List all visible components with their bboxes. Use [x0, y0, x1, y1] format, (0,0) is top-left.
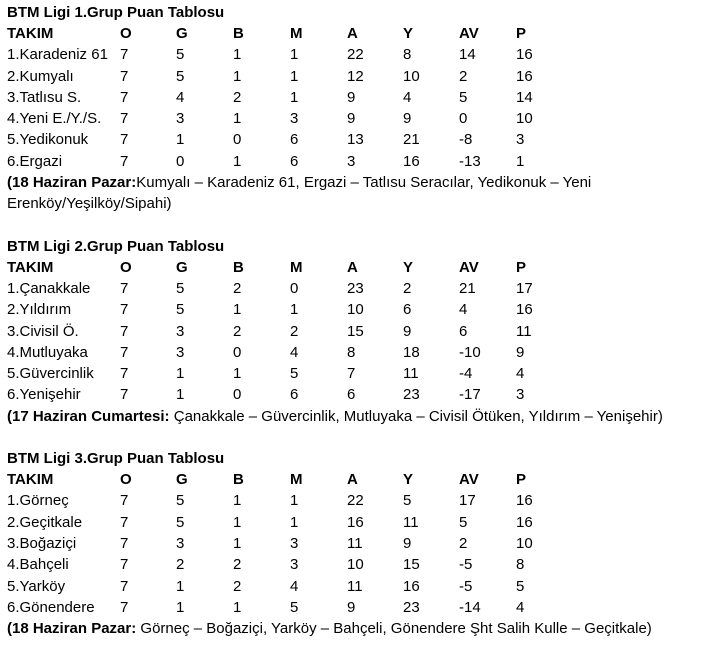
- header-cell: O: [120, 25, 132, 42]
- stat-cell: 1: [233, 301, 242, 319]
- table-row: [7, 384, 556, 405]
- stat-cell: 0: [233, 343, 242, 361]
- header-cell: AV: [459, 25, 479, 42]
- table-row: [7, 108, 556, 129]
- standings-table: [7, 23, 556, 172]
- stat-cell: 23: [347, 279, 364, 297]
- stat-cell: 9: [516, 343, 525, 361]
- stat-cell: 7: [120, 343, 129, 361]
- stat-cell: 2: [233, 577, 242, 595]
- stat-cell: 1: [233, 598, 242, 616]
- table-row: [7, 597, 556, 618]
- team-cell: 1.Çanakkale: [7, 279, 91, 297]
- team-cell: 2.Geçitkale: [7, 513, 83, 531]
- fixture-note-text: Görneç – Boğaziçi, Yarköy – Bahçeli, Gönendere Şht Salih Kulle – Geçitkale): [136, 620, 652, 638]
- stat-cell: 16: [516, 301, 533, 319]
- stat-cell: 9: [347, 88, 356, 106]
- stat-cell: 1: [516, 152, 525, 170]
- stat-cell: -14: [459, 598, 481, 616]
- stat-cell: 8: [516, 556, 525, 574]
- stat-cell: 1: [233, 513, 242, 531]
- stat-cell: 8: [403, 46, 412, 64]
- stat-cell: 1: [233, 365, 242, 383]
- table-row: [7, 321, 556, 342]
- stat-cell: 3: [176, 110, 185, 128]
- stat-cell: 1: [290, 492, 299, 510]
- header-cell: P: [516, 471, 527, 489]
- table-row: [7, 342, 556, 363]
- stat-cell: 6: [290, 386, 299, 404]
- stat-cell: 16: [403, 152, 420, 170]
- stat-cell: 7: [120, 88, 129, 106]
- standings-table: [7, 469, 556, 618]
- team-cell: 2.Kumyalı: [7, 67, 74, 85]
- stat-cell: 15: [347, 322, 364, 340]
- stat-cell: 7: [120, 152, 129, 170]
- stat-cell: 9: [347, 110, 356, 128]
- stat-cell: 23: [403, 598, 420, 616]
- stat-cell: 7: [120, 110, 129, 128]
- team-cell: 6.Yenişehir: [7, 386, 81, 404]
- stat-cell: 7: [120, 492, 129, 510]
- header-cell: M: [290, 258, 303, 276]
- stat-cell: 17: [516, 279, 533, 297]
- fixture-note-label: (18 Haziran Pazar:: [7, 174, 137, 192]
- team-cell: 5.Yarköy: [7, 577, 66, 595]
- stat-cell: 2: [233, 279, 242, 297]
- stat-cell: 0: [233, 386, 242, 404]
- table-row: [7, 278, 556, 299]
- stat-cell: 8: [347, 343, 356, 361]
- header-cell: Y: [403, 25, 414, 42]
- stat-cell: 11: [347, 534, 363, 552]
- table-header-row: [7, 257, 556, 278]
- table-row: [7, 299, 556, 320]
- group-3-standings: [7, 448, 712, 639]
- stat-cell: 21: [459, 279, 476, 297]
- stat-cell: 5: [516, 577, 525, 595]
- stat-cell: 18: [403, 343, 420, 361]
- stat-cell: 1: [233, 534, 242, 552]
- header-cell: O: [120, 258, 132, 276]
- stat-cell: 3: [176, 322, 185, 340]
- stat-cell: 0: [233, 131, 242, 149]
- team-cell: 3.Civisil Ö.: [7, 322, 79, 340]
- table-header-row: [7, 23, 556, 44]
- team-cell: 1.Karadeniz 61: [7, 46, 108, 64]
- stat-cell: 5: [459, 513, 468, 531]
- stat-cell: 6: [290, 152, 299, 170]
- team-cell: 6.Ergazi: [7, 152, 63, 170]
- stat-cell: 7: [120, 322, 129, 340]
- fixture-note: [7, 406, 707, 427]
- stat-cell: 1: [290, 513, 299, 531]
- fixture-note-text: Çanakkale – Güvercinlik, Mutluyaka – Civisil Ötüken, Yıldırım – Yenişehir): [169, 407, 663, 425]
- stat-cell: 2: [233, 88, 242, 106]
- stat-cell: 10: [403, 67, 420, 85]
- stat-cell: 4: [516, 598, 525, 616]
- stat-cell: 2: [459, 534, 468, 552]
- table-row: [7, 44, 556, 65]
- stat-cell: 7: [120, 513, 129, 531]
- stat-cell: 2: [403, 279, 412, 297]
- stat-cell: 3: [176, 534, 185, 552]
- stat-cell: 1: [176, 131, 185, 149]
- stat-cell: 7: [120, 301, 129, 319]
- table-row: [7, 129, 556, 150]
- stat-cell: 7: [120, 577, 129, 595]
- stat-cell: 7: [120, 67, 129, 85]
- stat-cell: 4: [459, 301, 468, 319]
- group-title: BTM Ligi 1.Grup Puan Tablosu: [7, 4, 225, 21]
- stat-cell: 5: [176, 279, 185, 297]
- stat-cell: 3: [290, 556, 299, 574]
- stat-cell: 3: [290, 534, 299, 552]
- header-cell: G: [176, 25, 188, 42]
- stat-cell: 0: [459, 110, 468, 128]
- stat-cell: 1: [176, 365, 185, 383]
- team-cell: 6.Gönendere: [7, 598, 95, 616]
- stat-cell: 7: [120, 131, 129, 149]
- stat-cell: 0: [176, 152, 185, 170]
- stat-cell: 1: [290, 67, 299, 85]
- stat-cell: 1: [290, 88, 299, 106]
- stat-cell: 13: [347, 131, 364, 149]
- table-row: [7, 87, 556, 108]
- team-cell: 5.Yedikonuk: [7, 131, 89, 149]
- header-cell: B: [233, 25, 244, 42]
- stat-cell: -17: [459, 386, 481, 404]
- stat-cell: 21: [403, 131, 420, 149]
- stat-cell: 23: [403, 386, 420, 404]
- fixture-note-text: Kumyalı – Karadeniz 61, Ergazi – Tatlısu Seracılar, Yedikonuk – Yeni Erenköy/Yeşilköy/Sipahi): [7, 174, 592, 213]
- stat-cell: 5: [176, 46, 185, 64]
- header-cell: P: [516, 25, 527, 42]
- stat-cell: 1: [233, 492, 242, 510]
- stat-cell: 10: [347, 301, 364, 319]
- stat-cell: 1: [233, 110, 242, 128]
- team-cell: 4.Yeni E./Y./S.: [7, 110, 102, 128]
- stat-cell: 4: [403, 88, 412, 106]
- stat-cell: 9: [403, 534, 412, 552]
- stat-cell: 4: [516, 365, 525, 383]
- stat-cell: 2: [459, 67, 468, 85]
- stat-cell: 5: [403, 492, 412, 510]
- header-cell: A: [347, 471, 358, 489]
- stat-cell: 22: [347, 46, 364, 64]
- header-cell: M: [290, 471, 303, 489]
- header-cell: A: [347, 25, 358, 42]
- stat-cell: 4: [176, 88, 185, 106]
- fixture-note: [7, 172, 707, 215]
- stat-cell: 2: [233, 322, 242, 340]
- group-title: BTM Ligi 2.Grup Puan Tablosu: [7, 237, 225, 255]
- header-cell: B: [233, 471, 244, 489]
- header-cell: TAKIM: [7, 471, 54, 489]
- stat-cell: 1: [176, 577, 185, 595]
- team-cell: 2.Yıldırım: [7, 301, 72, 319]
- stat-cell: 16: [516, 513, 533, 531]
- stat-cell: 1: [233, 46, 242, 64]
- header-cell: TAKIM: [7, 25, 54, 42]
- table-row: [7, 151, 556, 172]
- stat-cell: -4: [459, 365, 473, 383]
- stat-cell: 7: [120, 365, 129, 383]
- stat-cell: 3: [516, 386, 525, 404]
- stat-cell: 3: [176, 343, 185, 361]
- stat-cell: 22: [347, 492, 364, 510]
- table-row: [7, 533, 556, 554]
- stat-cell: 9: [403, 322, 412, 340]
- header-cell: AV: [459, 471, 479, 489]
- stat-cell: 9: [403, 110, 412, 128]
- stat-cell: 5: [290, 365, 299, 383]
- table-header-row: [7, 469, 556, 490]
- stat-cell: 1: [290, 301, 299, 319]
- team-cell: 4.Bahçeli: [7, 556, 69, 574]
- stat-cell: 11: [403, 365, 419, 383]
- standings-table: [7, 257, 556, 406]
- stat-cell: 16: [347, 513, 364, 531]
- stat-cell: 6: [403, 301, 412, 319]
- header-cell: G: [176, 258, 188, 276]
- stat-cell: 15: [403, 556, 420, 574]
- stat-cell: 1: [233, 152, 242, 170]
- header-cell: Y: [403, 258, 414, 276]
- stat-cell: 11: [347, 577, 363, 595]
- stat-cell: 7: [120, 279, 129, 297]
- team-cell: 3.Tatlısu S.: [7, 88, 82, 106]
- stat-cell: 17: [459, 492, 476, 510]
- stat-cell: 5: [176, 301, 185, 319]
- table-row: [7, 66, 556, 87]
- header-cell: G: [176, 471, 188, 489]
- stat-cell: 2: [176, 556, 185, 574]
- stat-cell: 5: [176, 67, 185, 85]
- stat-cell: 4: [290, 343, 299, 361]
- table-row: [7, 554, 556, 575]
- header-cell: TAKIM: [7, 258, 54, 276]
- stat-cell: 12: [347, 67, 364, 85]
- team-cell: 4.Mutluyaka: [7, 343, 88, 361]
- stat-cell: 14: [459, 46, 476, 64]
- stat-cell: 2: [233, 556, 242, 574]
- stat-cell: 5: [176, 513, 185, 531]
- stat-cell: 1: [290, 46, 299, 64]
- fixture-note: [7, 618, 707, 639]
- stat-cell: 16: [516, 492, 533, 510]
- stat-cell: 16: [516, 67, 533, 85]
- header-cell: P: [516, 258, 527, 276]
- stat-cell: 4: [290, 577, 299, 595]
- stat-cell: 3: [290, 110, 299, 128]
- stat-cell: 7: [120, 598, 129, 616]
- stat-cell: 2: [290, 322, 299, 340]
- stat-cell: 7: [120, 556, 129, 574]
- stat-cell: 5: [290, 598, 299, 616]
- stat-cell: 5: [459, 88, 468, 106]
- fixture-note-label: (17 Haziran Cumartesi:: [7, 407, 170, 425]
- table-row: [7, 576, 556, 597]
- stat-cell: 10: [516, 110, 533, 128]
- stat-cell: -5: [459, 556, 473, 574]
- group-1-standings: [7, 2, 712, 215]
- header-cell: AV: [459, 258, 479, 276]
- stat-cell: 11: [403, 513, 419, 531]
- stat-cell: -10: [459, 343, 481, 361]
- stat-cell: 11: [516, 322, 532, 340]
- header-cell: Y: [403, 471, 414, 489]
- stat-cell: 6: [347, 386, 356, 404]
- stat-cell: 16: [516, 46, 533, 64]
- stat-cell: 7: [347, 365, 356, 383]
- stat-cell: 7: [120, 46, 129, 64]
- stat-cell: 6: [459, 322, 468, 340]
- stat-cell: 10: [516, 534, 533, 552]
- table-row: [7, 512, 556, 533]
- stat-cell: -13: [459, 152, 481, 170]
- header-cell: O: [120, 471, 132, 489]
- header-cell: M: [290, 25, 303, 42]
- table-row: [7, 490, 556, 511]
- group-title: BTM Ligi 3.Grup Puan Tablosu: [7, 450, 225, 468]
- stat-cell: 1: [176, 598, 185, 616]
- stat-cell: 16: [403, 577, 420, 595]
- team-cell: 3.Boğaziçi: [7, 534, 77, 552]
- stat-cell: 3: [516, 131, 525, 149]
- stat-cell: 1: [176, 386, 185, 404]
- stat-cell: 0: [290, 279, 299, 297]
- header-cell: A: [347, 258, 358, 276]
- stat-cell: 7: [120, 386, 129, 404]
- stat-cell: 3: [347, 152, 356, 170]
- fixture-note-label: (18 Haziran Pazar:: [7, 620, 137, 638]
- stat-cell: 10: [347, 556, 364, 574]
- stat-cell: -8: [459, 131, 473, 149]
- stat-cell: -5: [459, 577, 473, 595]
- stat-cell: 9: [347, 598, 356, 616]
- team-cell: 5.Güvercinlik: [7, 365, 94, 383]
- team-cell: 1.Görneç: [7, 492, 69, 510]
- table-row: [7, 363, 556, 384]
- header-cell: B: [233, 258, 244, 276]
- stat-cell: 5: [176, 492, 185, 510]
- stat-cell: 14: [516, 88, 533, 106]
- group-2-standings: [7, 236, 712, 427]
- stat-cell: 7: [120, 534, 129, 552]
- stat-cell: 6: [290, 131, 299, 149]
- stat-cell: 1: [233, 67, 242, 85]
